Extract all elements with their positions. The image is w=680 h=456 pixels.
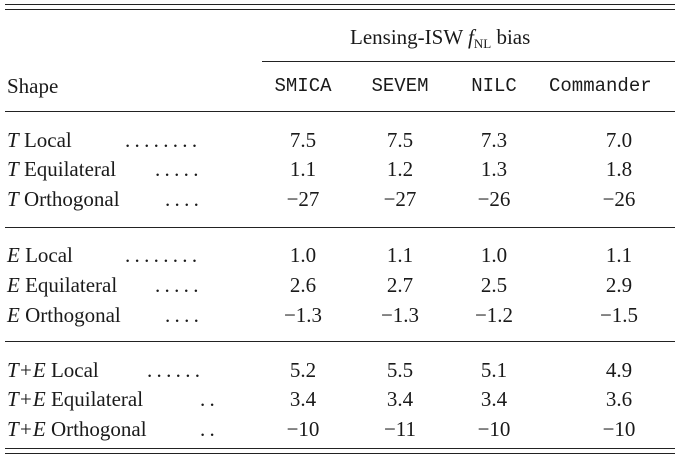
row-label: T Local [7, 128, 72, 152]
col-header-sevem: SEVEM [371, 75, 429, 97]
group-header-prefix: Lensing-ISW [350, 25, 469, 49]
group-divider [5, 341, 675, 342]
value-sevem: 5.5 [386, 358, 414, 382]
group-header-suffix: bias [491, 25, 531, 49]
value-nilc: 3.4 [480, 387, 508, 411]
row-label: E Orthogonal [7, 303, 121, 327]
col-header-commander: Commander [549, 75, 652, 97]
col-header-smica: SMICA [274, 75, 332, 97]
header-rule [5, 111, 675, 112]
leader-dots: ..... [155, 157, 203, 181]
row-label: T+E Orthogonal [7, 417, 147, 441]
value-nilc: 1.3 [480, 157, 508, 181]
value-smica: −1.3 [283, 303, 323, 327]
top-rule-lower [5, 9, 675, 10]
value-nilc: 5.1 [480, 358, 508, 382]
value-nilc: 2.5 [480, 273, 508, 297]
top-rule-upper [5, 4, 675, 5]
group-header-f: f [468, 25, 474, 49]
leader-dots: .. [200, 387, 220, 411]
row-label: E Local [7, 243, 73, 267]
value-sevem: 7.5 [386, 128, 414, 152]
leader-dots: ........ [125, 243, 202, 267]
leader-dots: .. [200, 417, 220, 441]
bottom-rule-lower [5, 453, 675, 454]
row-label: T+E Equilateral [7, 387, 144, 411]
group-header [350, 24, 530, 53]
value-nilc: 7.3 [480, 128, 508, 152]
value-smica: 1.0 [289, 243, 317, 267]
value-commander: −10 [602, 417, 636, 441]
row-label: T+E Local [7, 358, 99, 382]
value-commander: 3.6 [605, 387, 633, 411]
value-sevem: −11 [383, 417, 417, 441]
group-divider [5, 227, 675, 228]
leader-dots: ...... [147, 358, 205, 382]
row-label: T Equilateral [7, 157, 117, 181]
leader-dots: .... [165, 303, 204, 327]
leader-dots: ..... [155, 273, 203, 297]
leader-dots: .... [165, 187, 204, 211]
col-header-nilc: NILC [471, 75, 517, 97]
value-smica: 2.6 [289, 273, 317, 297]
value-nilc: 1.0 [480, 243, 508, 267]
value-sevem: −27 [383, 187, 417, 211]
row-header-shape: Shape [7, 74, 59, 98]
value-nilc: −1.2 [474, 303, 514, 327]
group-header-rule [262, 61, 675, 62]
value-smica: −27 [286, 187, 320, 211]
value-commander: 1.8 [605, 157, 633, 181]
row-label: E Equilateral [7, 273, 118, 297]
value-smica: 3.4 [289, 387, 317, 411]
row-label: T Orthogonal [7, 187, 120, 211]
value-smica: 1.1 [289, 157, 317, 181]
group-header-sub: NL [473, 36, 492, 51]
value-commander: −1.5 [599, 303, 639, 327]
value-nilc: −10 [477, 417, 511, 441]
value-commander: 2.9 [605, 273, 633, 297]
value-commander: 7.0 [605, 128, 633, 152]
value-smica: 5.2 [289, 358, 317, 382]
value-commander: 4.9 [605, 358, 633, 382]
value-sevem: 2.7 [386, 273, 414, 297]
value-sevem: 3.4 [386, 387, 414, 411]
leader-dots: ........ [125, 128, 202, 152]
value-commander: 1.1 [605, 243, 633, 267]
bottom-rule-upper [5, 448, 675, 449]
value-sevem: −1.3 [380, 303, 420, 327]
value-commander: −26 [602, 187, 636, 211]
value-sevem: 1.1 [386, 243, 414, 267]
value-sevem: 1.2 [386, 157, 414, 181]
value-nilc: −26 [477, 187, 511, 211]
value-smica: 7.5 [289, 128, 317, 152]
value-smica: −10 [286, 417, 320, 441]
